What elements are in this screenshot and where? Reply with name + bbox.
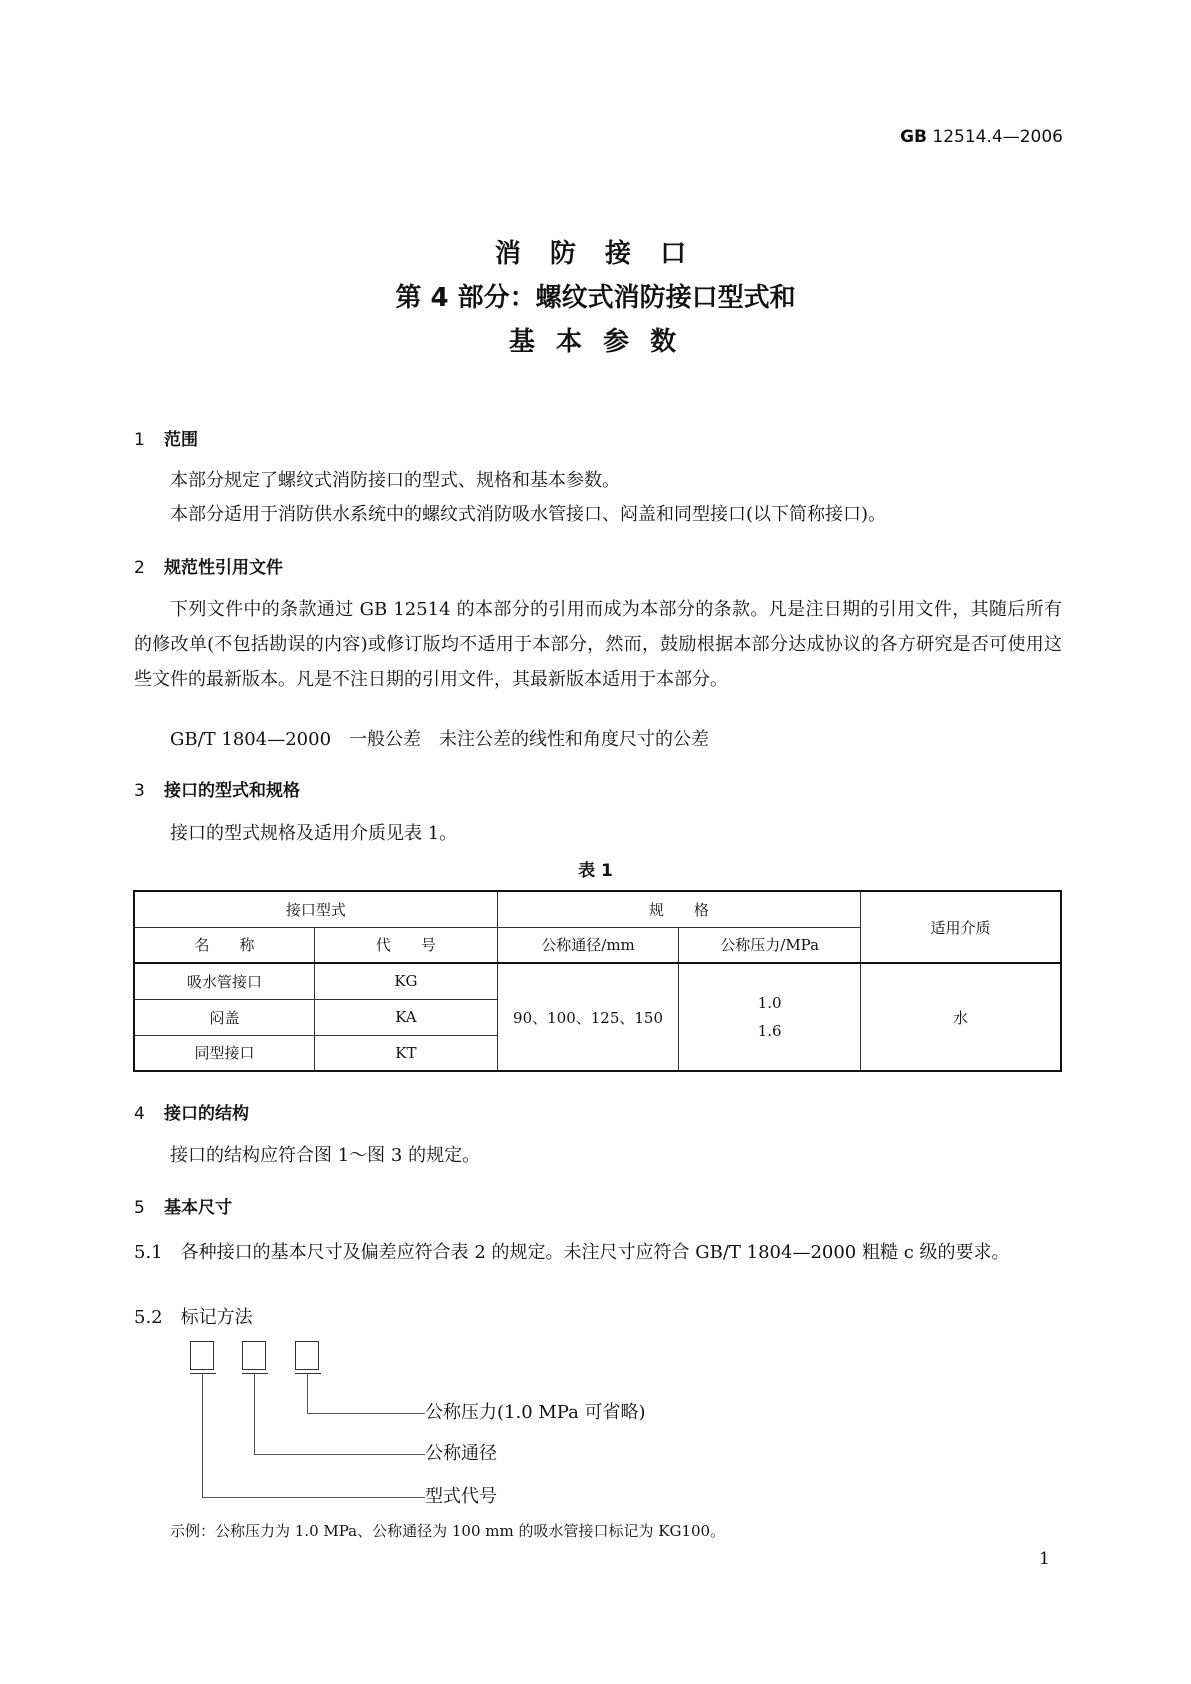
section-2-heading: 2 规范性引用文件 (134, 558, 283, 578)
marking-box-dn (242, 1341, 266, 1370)
marking-example: 示例：公称压力为 1.0 MPa、公称通径为 100 mm 的吸水管接口标记为 KG100。 (170, 1522, 726, 1540)
leader-line (202, 1373, 203, 1497)
title-line-2: 第 4 部分：螺纹式消防接口型式和 (395, 283, 796, 313)
header-code: 代 号 (315, 927, 498, 963)
leader-line (254, 1373, 255, 1454)
header-type: 接口型式 (134, 891, 497, 927)
standard-number: GB 12514.4—2006 (900, 127, 1063, 147)
leader-line (254, 1454, 425, 1455)
cell-name: 同型接口 (134, 1035, 315, 1071)
section-3-heading: 3 接口的型式和规格 (134, 781, 300, 801)
cell-dn: 90、100、125、150 (497, 963, 679, 1071)
section-1-para-1: 本部分规定了螺纹式消防接口的型式、规格和基本参数。 (170, 470, 620, 491)
section-5-1: 5.1 各种接口的基本尺寸及偏差应符合表 2 的规定。未注尺寸应符合 GB/T 1804—2000 粗糙 c 级的要求。 (134, 1242, 1010, 1263)
section-4-heading: 4 接口的结构 (134, 1104, 249, 1124)
label-diameter: 公称通径 (425, 1443, 497, 1464)
section-4-para: 接口的结构应符合图 1～图 3 的规定。 (170, 1145, 481, 1166)
cell-code: KG (315, 963, 498, 999)
title-line-3: 基 本 参 数 (508, 327, 683, 357)
cell-name: 闷盖 (134, 999, 315, 1035)
header-dn: 公称通径/mm (497, 927, 679, 963)
header-spec: 规 格 (497, 891, 860, 927)
header-name: 名 称 (134, 927, 315, 963)
cell-code: KT (315, 1035, 498, 1071)
label-pressure: 公称压力(1.0 MPa 可省略) (425, 1402, 646, 1423)
normative-reference: GB/T 1804—2000 一般公差 未注公差的线性和角度尺寸的公差 (170, 729, 710, 750)
divider (190, 1373, 216, 1374)
cell-pn: 1.0 1.6 (679, 963, 861, 1071)
title-line-1: 消 防 接 口 (494, 239, 697, 269)
leader-line (202, 1497, 425, 1498)
section-3-para: 接口的型式规格及适用介质见表 1。 (170, 823, 458, 844)
marking-box-type (190, 1341, 214, 1370)
section-1-para-2: 本部分适用于消防供水系统中的螺纹式消防吸水管接口、闷盖和同型接口(以下简称接口)。 (170, 504, 887, 525)
cell-medium: 水 (860, 963, 1061, 1071)
leader-line (307, 1413, 425, 1414)
leader-line (307, 1373, 308, 1413)
table-row (134, 963, 1061, 999)
header-pn: 公称压力/MPa (679, 927, 861, 963)
section-2-para: 下列文件中的条款通过 GB 12514 的本部分的引用而成为本部分的条款。凡是注日期的引用文件，其随后所有的修改单(不包括勘误的内容)或修订版均不适用于本部分，然而，鼓励根据本部分达成协议的各方研究是否可使用这些文件的最新版本。凡是不注日期的引用文件，其最新版本适用于本部分。 (134, 599, 1062, 690)
page-number: 1 (1039, 1549, 1050, 1569)
divider (295, 1373, 321, 1374)
cell-code: KA (315, 999, 498, 1035)
label-type-code: 型式代号 (425, 1486, 497, 1507)
marking-box-pn (295, 1341, 319, 1370)
divider (242, 1373, 268, 1374)
section-1-heading: 1 范围 (134, 430, 198, 450)
section-5-heading: 5 基本尺寸 (134, 1198, 232, 1218)
cell-name: 吸水管接口 (134, 963, 315, 999)
table-1 (133, 890, 1062, 1072)
section-5-2-heading: 5.2 标记方法 (134, 1307, 253, 1328)
table-caption: 表 1 (578, 861, 613, 881)
header-medium: 适用介质 (860, 891, 1061, 963)
